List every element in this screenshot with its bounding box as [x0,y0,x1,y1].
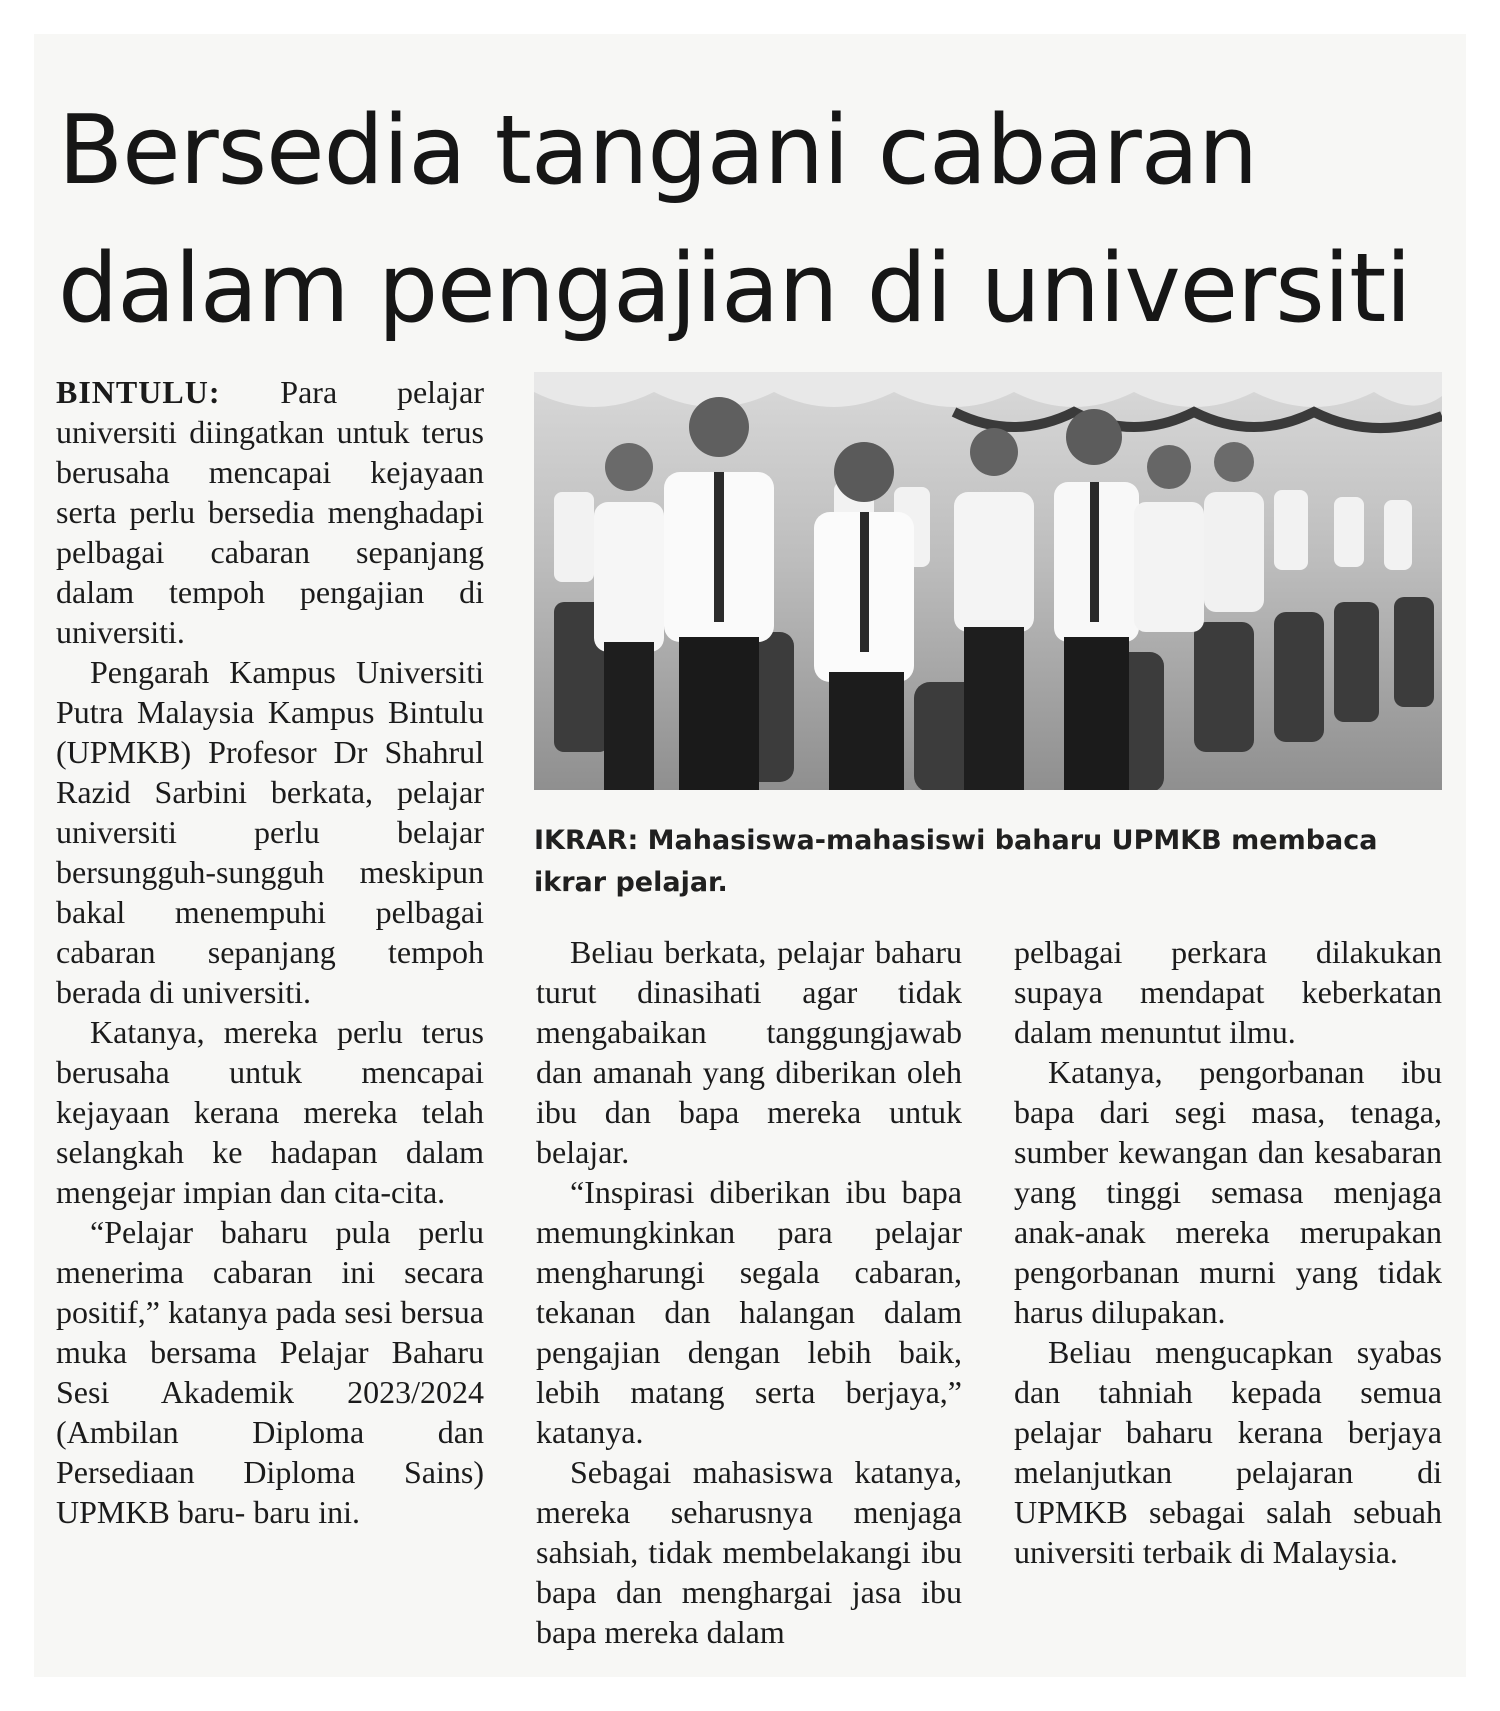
article-column-3 [1014,932,1442,1572]
headline-line-1: Bersedia tangani cabaran [58,96,1258,206]
paragraph: Sebagai mahasiswa katanya, mereka seharusnya menjaga sahsiah, tidak membelakangi ibu bapa dan menghargai jasa ibu bapa mereka dalam [536,1454,962,1650]
paragraph [56,372,484,652]
headline [58,82,1458,358]
lead-text: Para pelajar universiti diingatkan untuk terus berusaha mencapai kejayaan serta perlu bersedia menghadapi pelbagai cabaran sepanjang dalam tempoh pengajian di universiti. [56,374,484,650]
paragraph: “Pelajar baharu pula perlu menerima cabaran ini secara positif,” katanya pada sesi bersua muka bersama Pelajar Baharu Sesi Akademik 2023/2024 (Ambilan Diploma dan Persediaan Diploma Sains) UPMKB baru- baru ini. [56,1214,484,1530]
paragraph: Beliau mengucapkan syabas dan tahniah kepada semua pelajar baharu kerana berjaya melanjutkan pelajaran di UPMKB sebagai salah sebuah universiti terbaik di Malaysia. [1014,1334,1442,1570]
dateline: BINTULU: [56,374,221,410]
photo-caption: IKRAR: Mahasiswa-mahasiswi baharu UPMKB membaca ikrar pelajar. [534,825,1378,898]
paragraph: Katanya, pengorbanan ibu bapa dari segi masa, tenaga, sumber kewangan dan kesabaran yang tinggi semasa menjaga anak-anak mereka merupakan pengorbanan murni yang tidak harus dilupakan. [1014,1054,1442,1330]
headline-line-2: dalam pengajian di universiti [58,234,1411,344]
article-column-1 [56,372,484,1532]
article-column-2 [536,932,962,1652]
paragraph: Katanya, mereka perlu terus berusaha untuk mencapai kejayaan kerana mereka telah selangkah ke hadapan dalam mengejar impian dan cita-cita. [56,1014,484,1210]
students-pledge-photo [534,372,1442,790]
paragraph: “Inspirasi diberikan ibu bapa memungkinkan para pelajar mengharungi segala cabaran, tekanan dan halangan dalam pengajian dengan lebih baik, lebih matang serta berjaya,” katanya. [536,1174,962,1450]
paragraph: Pengarah Kampus Universiti Putra Malaysia Kampus Bintulu (UPMKB) Profesor Dr Shahrul Razid Sarbini berkata, pelajar universiti perlu belajar bersungguh-sungguh meskipun bakal menempuhi pelbagai cabaran sepanjang tempoh berada di universiti. [56,654,484,1010]
paragraph: Beliau berkata, pelajar baharu turut dinasihati agar tidak mengabaikan tanggungjawab dan amanah yang diberikan oleh ibu dan bapa mereka untuk belajar. [536,934,962,1170]
paragraph: pelbagai perkara dilakukan supaya mendapat keberkatan dalam menuntut ilmu. [1014,934,1442,1050]
news-photo [534,372,1442,790]
